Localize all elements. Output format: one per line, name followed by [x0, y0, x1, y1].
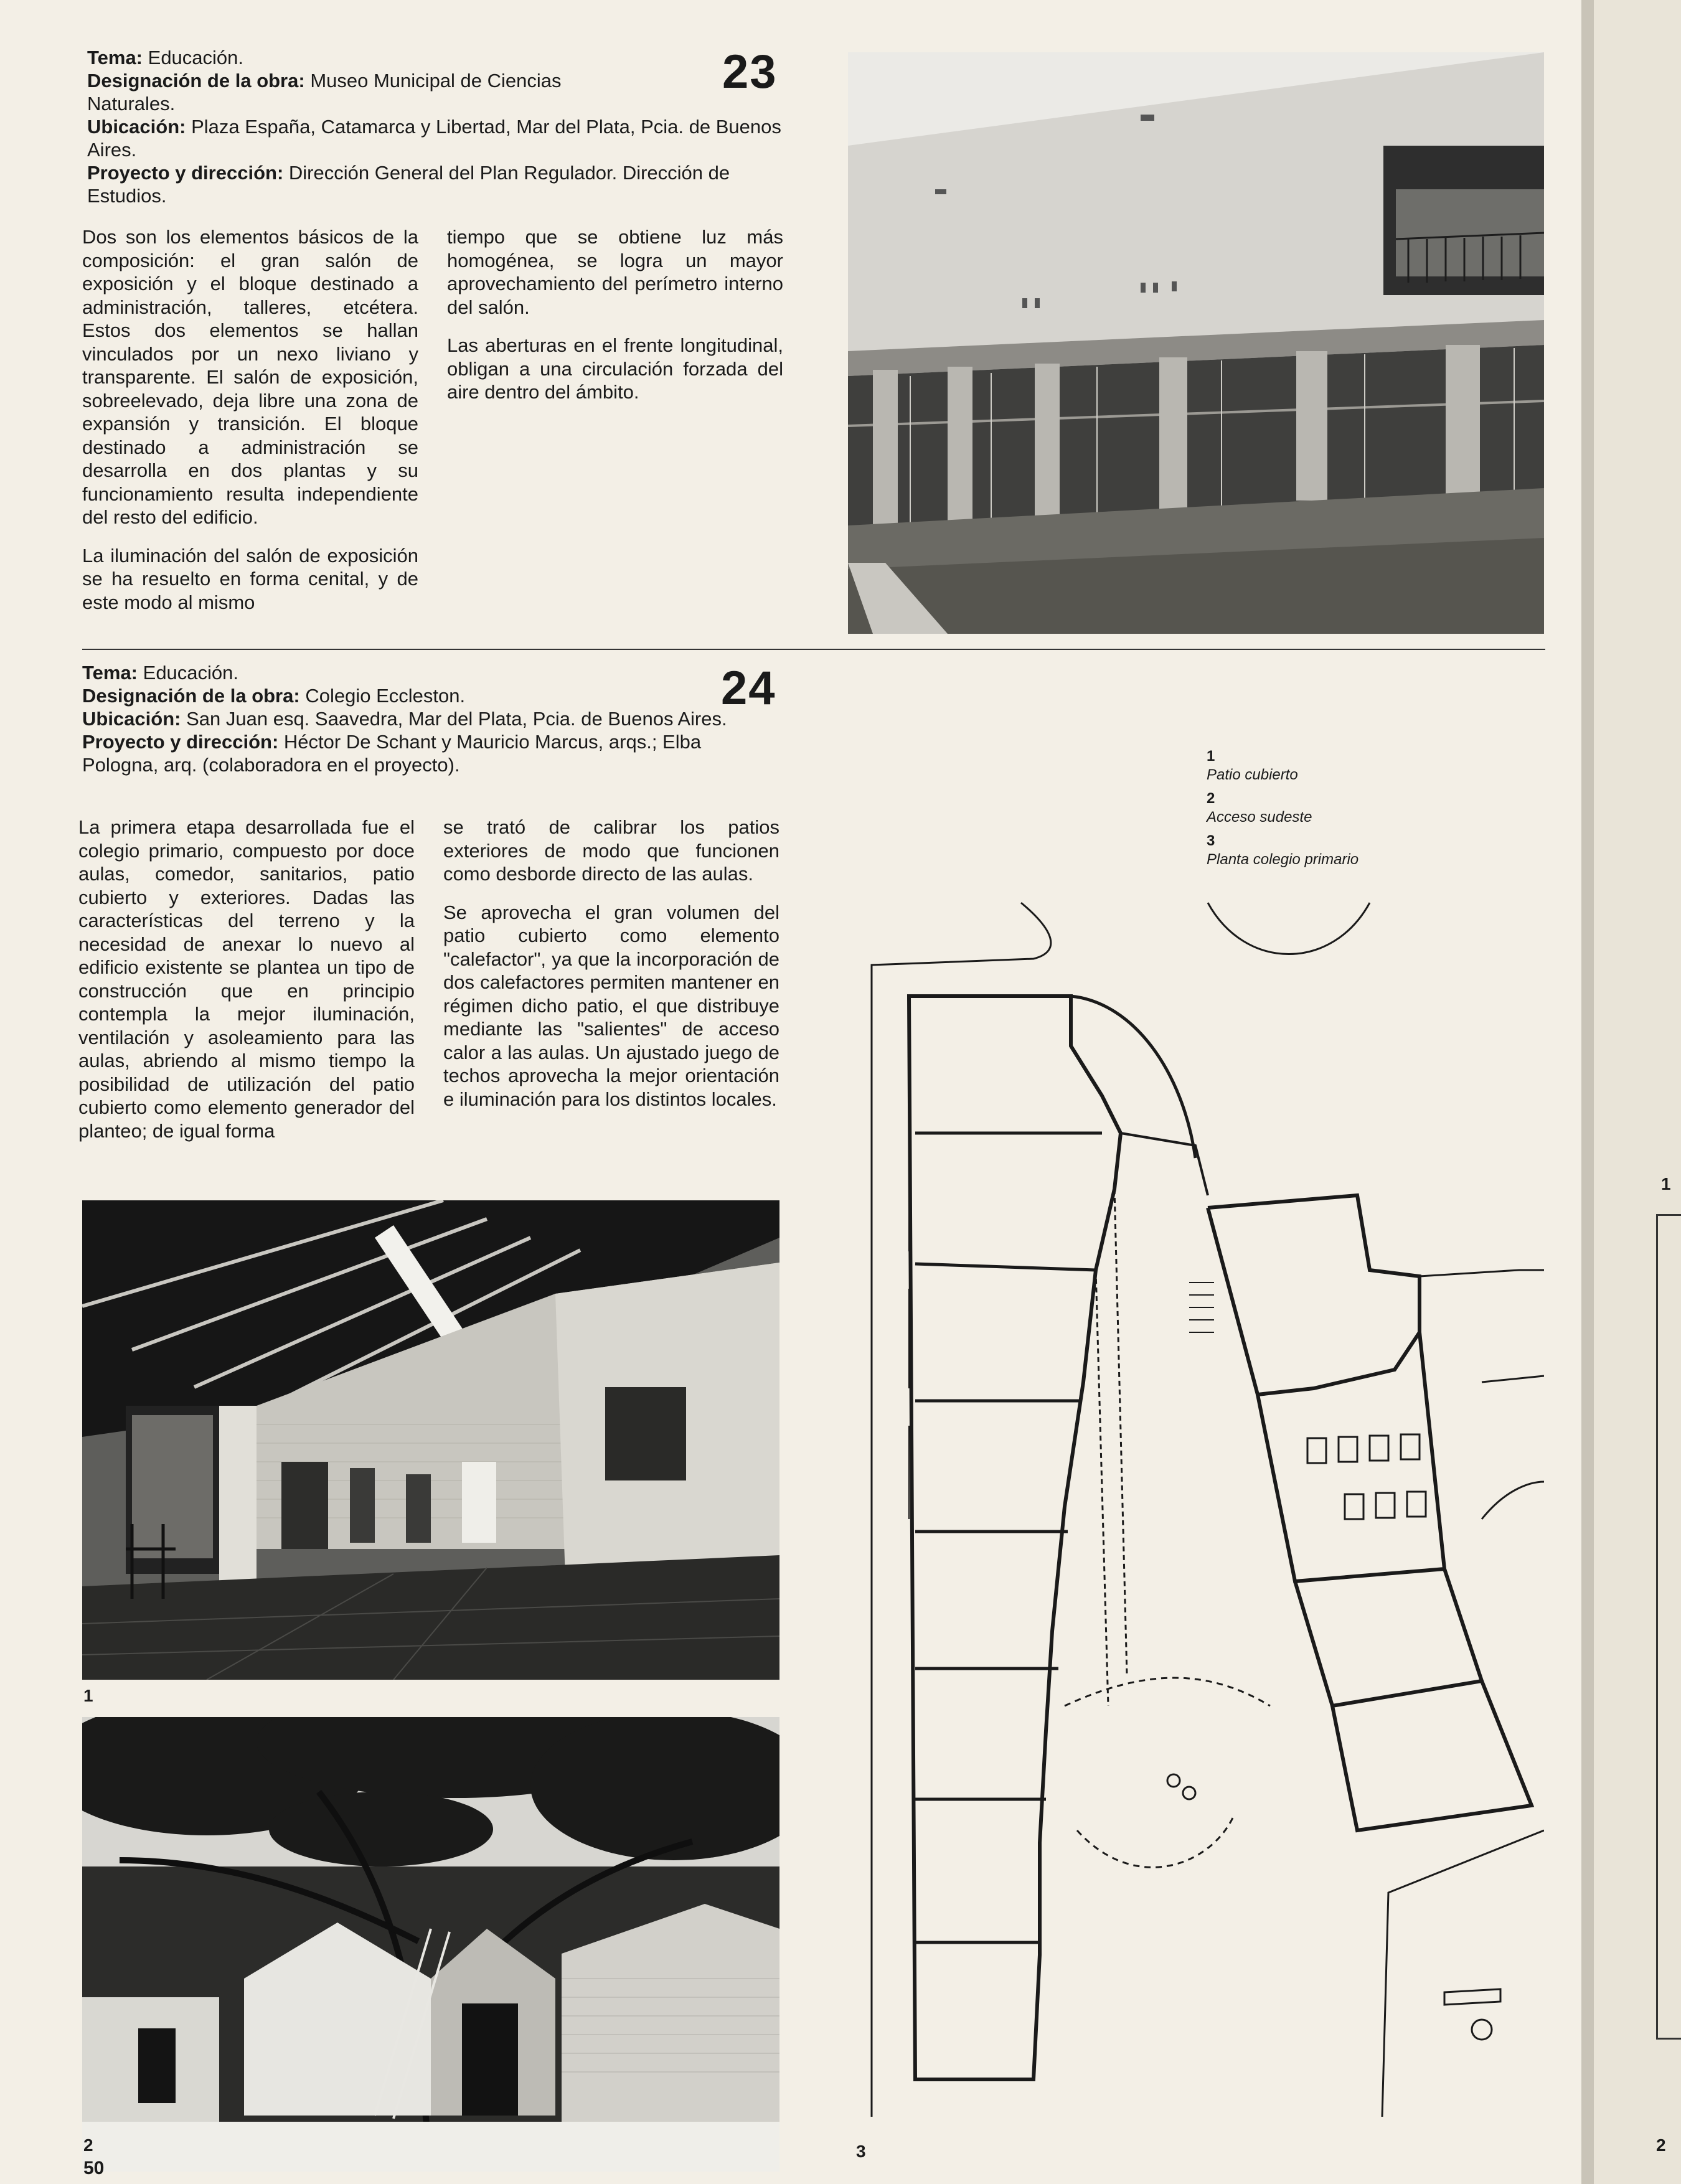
- covered-patio-photo: [82, 1200, 779, 1680]
- entry-23-paragraph: La iluminación del salón de exposición se ha resuelto en forma cenital, y de este modo al mismo: [82, 544, 418, 613]
- entry-24-paragraph: se trató de calibrar los patios exteriores de modo que funcionen como desborde directo de las aulas.: [443, 816, 779, 885]
- legend-item: 2 Acceso sudeste: [1207, 790, 1312, 826]
- adjacent-page-shadow: [1581, 0, 1594, 2184]
- entry-23-metadata: Tema: Educación. Designación de la obra: Museo Municipal de Ciencias Naturales. Ubicación: Plaza España, Catamarca y Libertad, Mar del Plata, Pcia. de Buenos Aires. Proyecto y dirección: Dirección General del Plan Regulador. Dirección de Estudios.: [87, 47, 781, 207]
- section-divider: [82, 649, 1545, 650]
- entry-24-paragraph: La primera etapa desarrollada fue el colegio primario, compuesto por doce aulas, comedor, sanitarios, patio cubierto y exteriores. Dadas las características del terreno y la necesidad de anexar lo nuevo al edificio existente se plantea un tipo de construcción que en principio contempla la mejor iluminación, ventilación y asoleamiento para las aulas, abriendo al mismo tiempo la posibilidad de utilización del patio cubierto como elemento generador del planteo; de igual forma: [78, 816, 415, 1142]
- floor-plan-drawing: [859, 897, 1544, 2129]
- covered-patio-drawing: [82, 1200, 779, 1680]
- exterior-tree-drawing: [82, 1717, 779, 2172]
- entry-24-column-1: [78, 816, 415, 1157]
- photo-1-caption: 1: [83, 1686, 93, 1705]
- floor-plan: [859, 897, 1544, 2129]
- entry-23-paragraph: Dos son los elementos básicos de la composición: el gran salón de exposición y el bloque destinado a administración, talleres, etcétera. Estos dos elementos se hallan vinculados por un nexo liviano y transparente. El salón de exposición, sobreelevado, deja libre una zona de expansión y transición. El bloque destinado a administración se desarrolla en dos plantas y su funcionamiento resulta independiente del resto del edificio.: [82, 226, 418, 528]
- entry-23-number: 23: [722, 45, 778, 98]
- adjacent-page-frame: [1656, 1214, 1681, 2040]
- adjacent-page-mark-2: 2: [1656, 2135, 1666, 2155]
- entry-23-column-1: [82, 225, 418, 629]
- plan-caption: 3: [856, 2142, 866, 2161]
- entry-23-paragraph: tiempo que se obtiene luz más homogénea, se logra un mayor aprovechamiento del perímetro interno del salón.: [447, 226, 783, 318]
- page-number: 50: [83, 2158, 105, 2178]
- entry-23-paragraph: Las aberturas en el frente longitudinal, obligan a una circulación forzada del aire dentro del ámbito.: [447, 334, 783, 403]
- entry-24-number: 24: [721, 662, 776, 715]
- photo-2-caption: 2: [83, 2135, 93, 2155]
- exterior-tree-photo: [82, 1717, 779, 2172]
- entry-23-column-2: [447, 225, 783, 419]
- plan-legend: [1207, 747, 1393, 869]
- museum-photo: [848, 52, 1544, 634]
- legend-item: 1 Patio cubierto: [1207, 748, 1298, 783]
- legend-item: 3 Planta colegio primario: [1207, 832, 1359, 868]
- entry-24-paragraph: Se aprovecha el gran volumen del patio cubierto como elemento "calefactor", ya que la incorporación de dos calefactores permiten mantener en régimen dicho patio, el que distribuye mediante las "salientes" de acceso calor a las aulas. Un ajustado juego de techos aprovecha la mejor orientación e iluminación para los distintos locales.: [443, 901, 779, 1110]
- museum-photo-drawing: [848, 52, 1544, 634]
- entry-24-metadata: Tema: Educación. Designación de la obra: Colegio Eccleston. Ubicación: San Juan esq. Saavedra, Mar del Plata, Pcia. de Buenos Aires. Proyecto y dirección: Héctor De Schant y Mauricio Marcus, arqs.; Elba Pologna, arq. (colaboradora en el proyecto).: [82, 662, 727, 776]
- adjacent-page-mark-1: 1: [1661, 1174, 1671, 1193]
- entry-24-column-2: [443, 816, 779, 1126]
